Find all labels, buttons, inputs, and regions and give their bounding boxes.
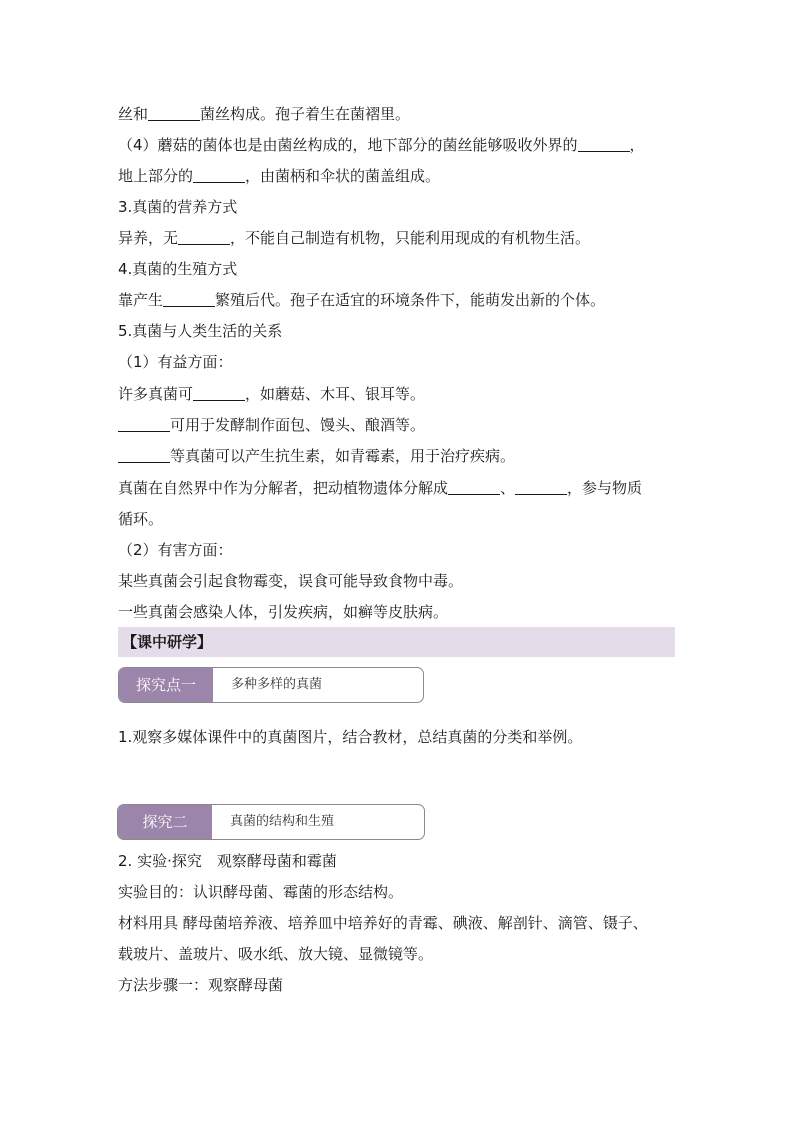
section-heading: 5.真菌与人类生活的关系 [118,322,283,340]
explore-title: 多种多样的真菌 [231,677,323,692]
question-line: 1.观察多媒体课件中的真菌图片，结合教材，总结真菌的分类和举例。 [118,728,583,746]
fill-blank[interactable] [163,291,215,307]
text-line: 循环。 [118,510,164,528]
explore-tag: 探究二 [118,805,212,839]
text-line: 真菌在自然界中作为分解者，把动植物遗体分解成 、 ，参与物质 [118,479,643,497]
fill-blank[interactable] [178,229,230,245]
text-line: 地上部分的 ，由菌柄和伞状的菌盖组成。 [118,167,441,185]
fill-blank[interactable] [193,167,245,183]
section-header-bar [118,627,675,657]
text-line: 靠产生 繁殖后代。孢子在适宜的环境条件下，能萌发出新的个体。 [118,291,606,309]
sub-heading: （2）有害方面： [118,541,233,559]
text-line: 实验目的：认识酵母菌、霉菌的形态结构。 [118,883,404,901]
question-line: 2. 实验·探究 观察酵母菌和霉菌 [118,852,337,870]
explore-title: 真菌的结构和生殖 [230,814,335,829]
text-line: 等真菌可以产生抗生素，如青霉素，用于治疗疾病。 [118,445,515,467]
text-line: 一些真菌会感染人体，引发疾病，如癣等皮肤病。 [118,603,449,621]
fill-blank[interactable] [148,105,200,121]
text-line: 载玻片、盖玻片、吸水纸、放大镜、显微镜等。 [118,945,434,963]
text-line: 丝和 菌丝构成。孢子着生在菌褶里。 [118,105,411,123]
section-heading: 3.真菌的营养方式 [118,198,238,216]
fill-blank[interactable] [118,447,170,463]
sub-heading: （1）有益方面： [118,353,233,371]
explore-tag: 探究点一 [119,668,213,702]
section-title: 【课中研学】 [122,633,213,651]
text-line: 材料用具 酵母菌培养液、培养皿中培养好的青霉、碘液、解剖针、滴管、镊子、 [118,914,648,932]
fill-blank[interactable] [118,416,170,432]
text-line: 许多真菌可 ，如蘑菇、木耳、银耳等。 [118,385,426,403]
text-line: 某些真菌会引起食物霉变，误食可能导致食物中毒。 [118,572,464,590]
text-line: 方法步骤一：观察酵母菌 [118,976,284,994]
fill-blank[interactable] [193,385,245,401]
fill-blank[interactable] [578,136,630,152]
explore-point-box-1 [118,667,424,703]
text-line: （4）蘑菇的菌体也是由菌丝构成的，地下部分的菌丝能够吸收外界的 ， [118,136,645,154]
section-heading: 4.真菌的生殖方式 [118,260,238,278]
text-line: 可用于发酵制作面包、馒头、酿酒等。 [118,414,425,436]
text-line: 异养，无 ，不能自己制造有机物，只能利用现成的有机物生活。 [118,229,591,247]
explore-point-box-2 [117,804,425,840]
fill-blank[interactable] [448,479,500,495]
fill-blank[interactable] [515,479,567,495]
